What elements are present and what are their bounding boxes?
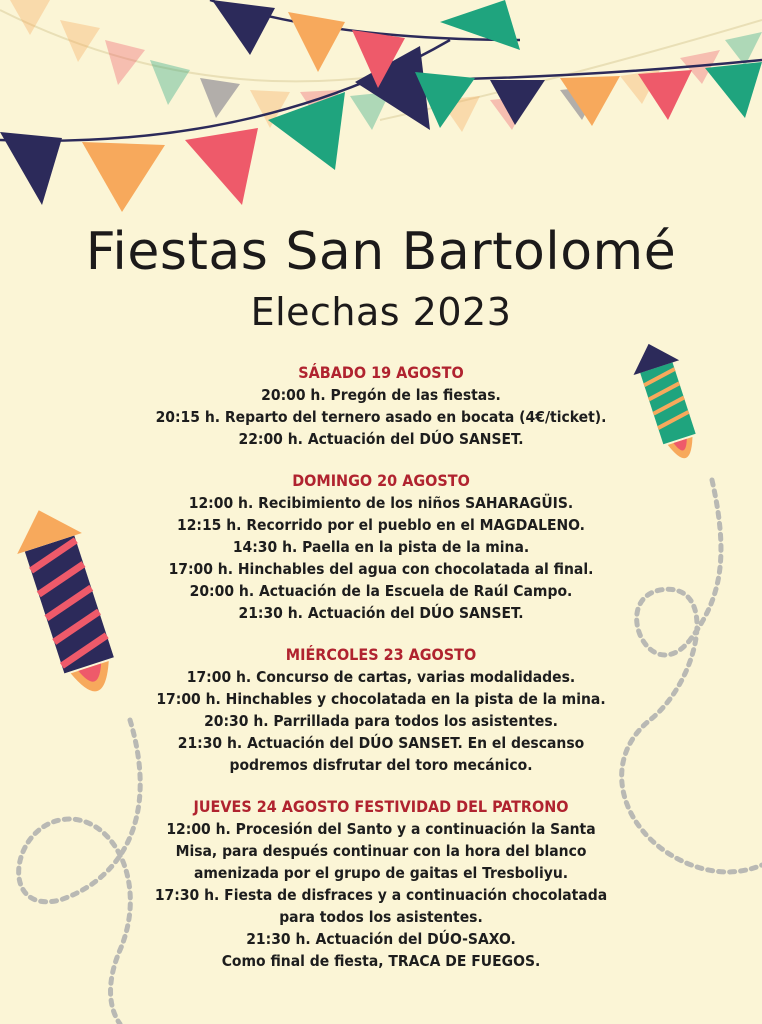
event-line: amenizada por el grupo de gaitas el Tresboliyu.: [193, 864, 569, 882]
program-schedule: [0, 362, 762, 992]
event-line: 21:30 h. Actuación del DÚO SANSET. En el descanso: [177, 734, 585, 752]
event-line: podremos disfrutar del toro mecánico.: [229, 756, 533, 774]
bunting-garland-icon: [0, 0, 762, 212]
event-line: 20:15 h. Reparto del ternero asado en bocata (4€/ticket).: [155, 408, 607, 426]
event-line: 17:00 h. Concurso de cartas, varias modalidades.: [186, 668, 576, 686]
event-line: 17:00 h. Hinchables del agua con chocolatada al final.: [168, 560, 594, 578]
event-line: 21:30 h. Actuación del DÚO SANSET.: [238, 604, 524, 622]
page-title: Fiestas San Bartolomé: [85, 222, 677, 282]
event-line: 17:00 h. Hinchables y chocolatada en la pista de la mina.: [156, 690, 606, 708]
day-block-wednesday: [0, 644, 762, 776]
event-line: 12:15 h. Recorrido por el pueblo en el MAGDALENO.: [177, 516, 585, 534]
day-heading: JUEVES 24 AGOSTO FESTIVIDAD DEL PATRONO: [193, 797, 569, 816]
day-heading: SÁBADO 19 AGOSTO: [298, 363, 464, 382]
event-line: para todos los asistentes.: [279, 908, 483, 926]
day-block-thursday: [0, 796, 762, 972]
event-line: 20:00 h. Actuación de la Escuela de Raúl Campo.: [189, 582, 573, 600]
day-block-saturday: [0, 362, 762, 450]
event-line: 12:00 h. Recibimiento de los niños SAHARAGÜIS.: [188, 494, 574, 512]
day-heading: MIÉRCOLES 23 AGOSTO: [285, 645, 477, 664]
event-line: 14:30 h. Paella en la pista de la mina.: [232, 538, 530, 556]
day-heading: DOMINGO 20 AGOSTO: [292, 471, 470, 490]
event-line: 12:00 h. Procesión del Santo y a continuación la Santa: [166, 820, 596, 838]
event-line: 20:00 h. Pregón de las fiestas.: [261, 386, 501, 404]
event-line: 21:30 h. Actuación del DÚO-SAXO.: [246, 930, 516, 948]
day-block-sunday: [0, 470, 762, 624]
event-line: 17:30 h. Fiesta de disfraces y a continuación chocolatada: [154, 886, 608, 904]
event-line: 20:30 h. Parrillada para todos los asistentes.: [204, 712, 558, 730]
event-line: Misa, para después continuar con la hora del blanco: [175, 842, 587, 860]
event-line: Como final de fiesta, TRACA DE FUEGOS.: [221, 952, 541, 970]
event-line: 22:00 h. Actuación del DÚO SANSET.: [238, 430, 524, 448]
page-subtitle: Elechas 2023: [250, 290, 512, 334]
